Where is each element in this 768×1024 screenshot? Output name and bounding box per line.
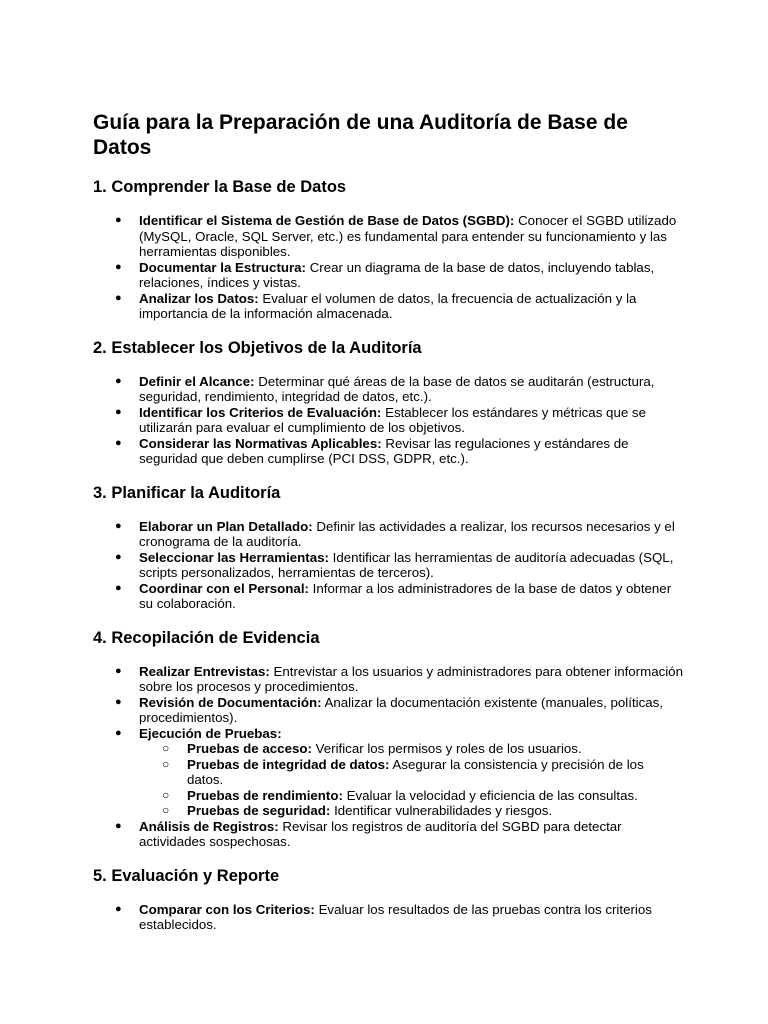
- list-item: [139, 374, 683, 405]
- list-item: [139, 664, 683, 695]
- item-text: Crear un diagrama de la base de datos, incluyendo tablas, relaciones, índices y vistas.: [139, 259, 655, 290]
- item-label: Identificar los Criterios de Evaluación:: [139, 404, 382, 420]
- subitem-label: Pruebas de integridad de datos:: [187, 756, 390, 772]
- sub-list-item: [187, 803, 683, 819]
- section-4: [93, 628, 683, 850]
- bullet-list: [93, 374, 683, 467]
- list-item: [139, 550, 683, 581]
- list-item: [139, 695, 683, 726]
- item-text: Evaluar el volumen de datos, la frecuencia de actualización y la importancia de la información almacenada.: [139, 290, 637, 321]
- item-label: Analizar los Datos:: [139, 290, 259, 306]
- list-item: [139, 405, 683, 436]
- list-item: [139, 436, 683, 467]
- item-label: Ejecución de Pruebas:: [139, 725, 282, 741]
- item-label: Realizar Entrevistas:: [139, 663, 270, 679]
- list-item: [139, 902, 683, 933]
- item-label: Comparar con los Criterios:: [139, 901, 315, 917]
- section-heading: 5. Evaluación y Reporte: [93, 866, 280, 885]
- section-heading: 3. Planificar la Auditoría: [93, 483, 281, 502]
- section-5: [93, 866, 683, 933]
- section-heading: 4. Recopilación de Evidencia: [93, 628, 320, 647]
- subitem-label: Pruebas de rendimiento:: [187, 787, 343, 803]
- subitem-label: Pruebas de seguridad:: [187, 803, 331, 818]
- item-text: Identificar las herramientas de auditoría adecuadas (SQL, scripts personalizados, herramientas de terceros).: [139, 549, 674, 580]
- bullet-list: [93, 213, 683, 322]
- subitem-text: Identificar vulnerabilidades y riesgos.: [334, 803, 553, 818]
- list-item: [139, 726, 683, 819]
- list-item: [139, 519, 683, 550]
- sub-bullet-list: [139, 741, 683, 819]
- list-item: [139, 819, 683, 850]
- subitem-text: Evaluar la velocidad y eficiencia de las consultas.: [346, 787, 638, 803]
- item-text: Establecer los estándares y métricas que se utilizarán para evaluar el cumplimiento de los objetivos.: [139, 404, 646, 435]
- item-text: Evaluar los resultados de las pruebas contra los criterios establecidos.: [139, 901, 652, 932]
- bullet-list: [93, 902, 683, 933]
- subitem-text: Asegurar la consistencia y precisión de los datos.: [187, 756, 644, 787]
- bullet-list: [93, 664, 683, 850]
- item-label: Revisión de Documentación:: [139, 694, 322, 710]
- item-label: Elaborar un Plan Detallado:: [139, 518, 313, 534]
- item-label: Identificar el Sistema de Gestión de Base de Datos (SGBD):: [139, 213, 515, 228]
- item-label: Coordinar con el Personal:: [139, 580, 309, 596]
- bullet-list: [93, 519, 683, 612]
- sub-list-item: [187, 788, 683, 804]
- item-text: Informar a los administradores de la base de datos y obtener su colaboración.: [139, 580, 672, 611]
- list-item: [139, 581, 683, 612]
- item-text: Definir las actividades a realizar, los recursos necesarios y el cronograma de la auditoría.: [139, 518, 675, 549]
- item-label: Documentar la Estructura:: [139, 259, 306, 275]
- item-text: Revisar los registros de auditoría del SGBD para detectar actividades sospechosas.: [139, 818, 622, 849]
- item-text: Determinar qué áreas de la base de datos se auditarán (estructura, seguridad, rendimiento, integridad de datos, etc.).: [139, 373, 655, 404]
- sub-list-item: [187, 757, 683, 788]
- section-1: [93, 177, 683, 322]
- item-text: Revisar las regulaciones y estándares de seguridad que deben cumplirse (PCI DSS, GDPR, etc.).: [139, 435, 629, 466]
- sub-list-item: [187, 741, 683, 757]
- section-heading: 2. Establecer los Objetivos de la Auditoría: [93, 338, 422, 357]
- item-label: Seleccionar las Herramientas:: [139, 549, 329, 565]
- list-item: [139, 213, 683, 260]
- item-label: Análisis de Registros:: [139, 818, 279, 834]
- item-text: Analizar la documentación existente (manuales, políticas, procedimientos).: [139, 694, 663, 725]
- section-2: [93, 338, 683, 467]
- item-text: Conocer el SGBD utilizado (MySQL, Oracle, SQL Server, etc.) es fundamental para entender su funcionamiento y las herramientas disponibles.: [139, 213, 677, 259]
- document-content: [93, 110, 683, 949]
- subitem-label: Pruebas de acceso:: [187, 741, 312, 756]
- list-item: [139, 291, 683, 322]
- section-heading: 1. Comprender la Base de Datos: [93, 178, 347, 196]
- document-title: Guía para la Preparación de una Auditoría de Base de Datos: [93, 111, 628, 159]
- item-text: Entrevistar a los usuarios y administradores para obtener información sobre los procesos y procedimientos.: [139, 663, 683, 694]
- item-label: Definir el Alcance:: [139, 373, 255, 389]
- list-item: [139, 260, 683, 291]
- subitem-text: Verificar los permisos y roles de los usuarios.: [315, 741, 582, 756]
- section-3: [93, 483, 683, 612]
- item-label: Considerar las Normativas Aplicables:: [139, 435, 382, 451]
